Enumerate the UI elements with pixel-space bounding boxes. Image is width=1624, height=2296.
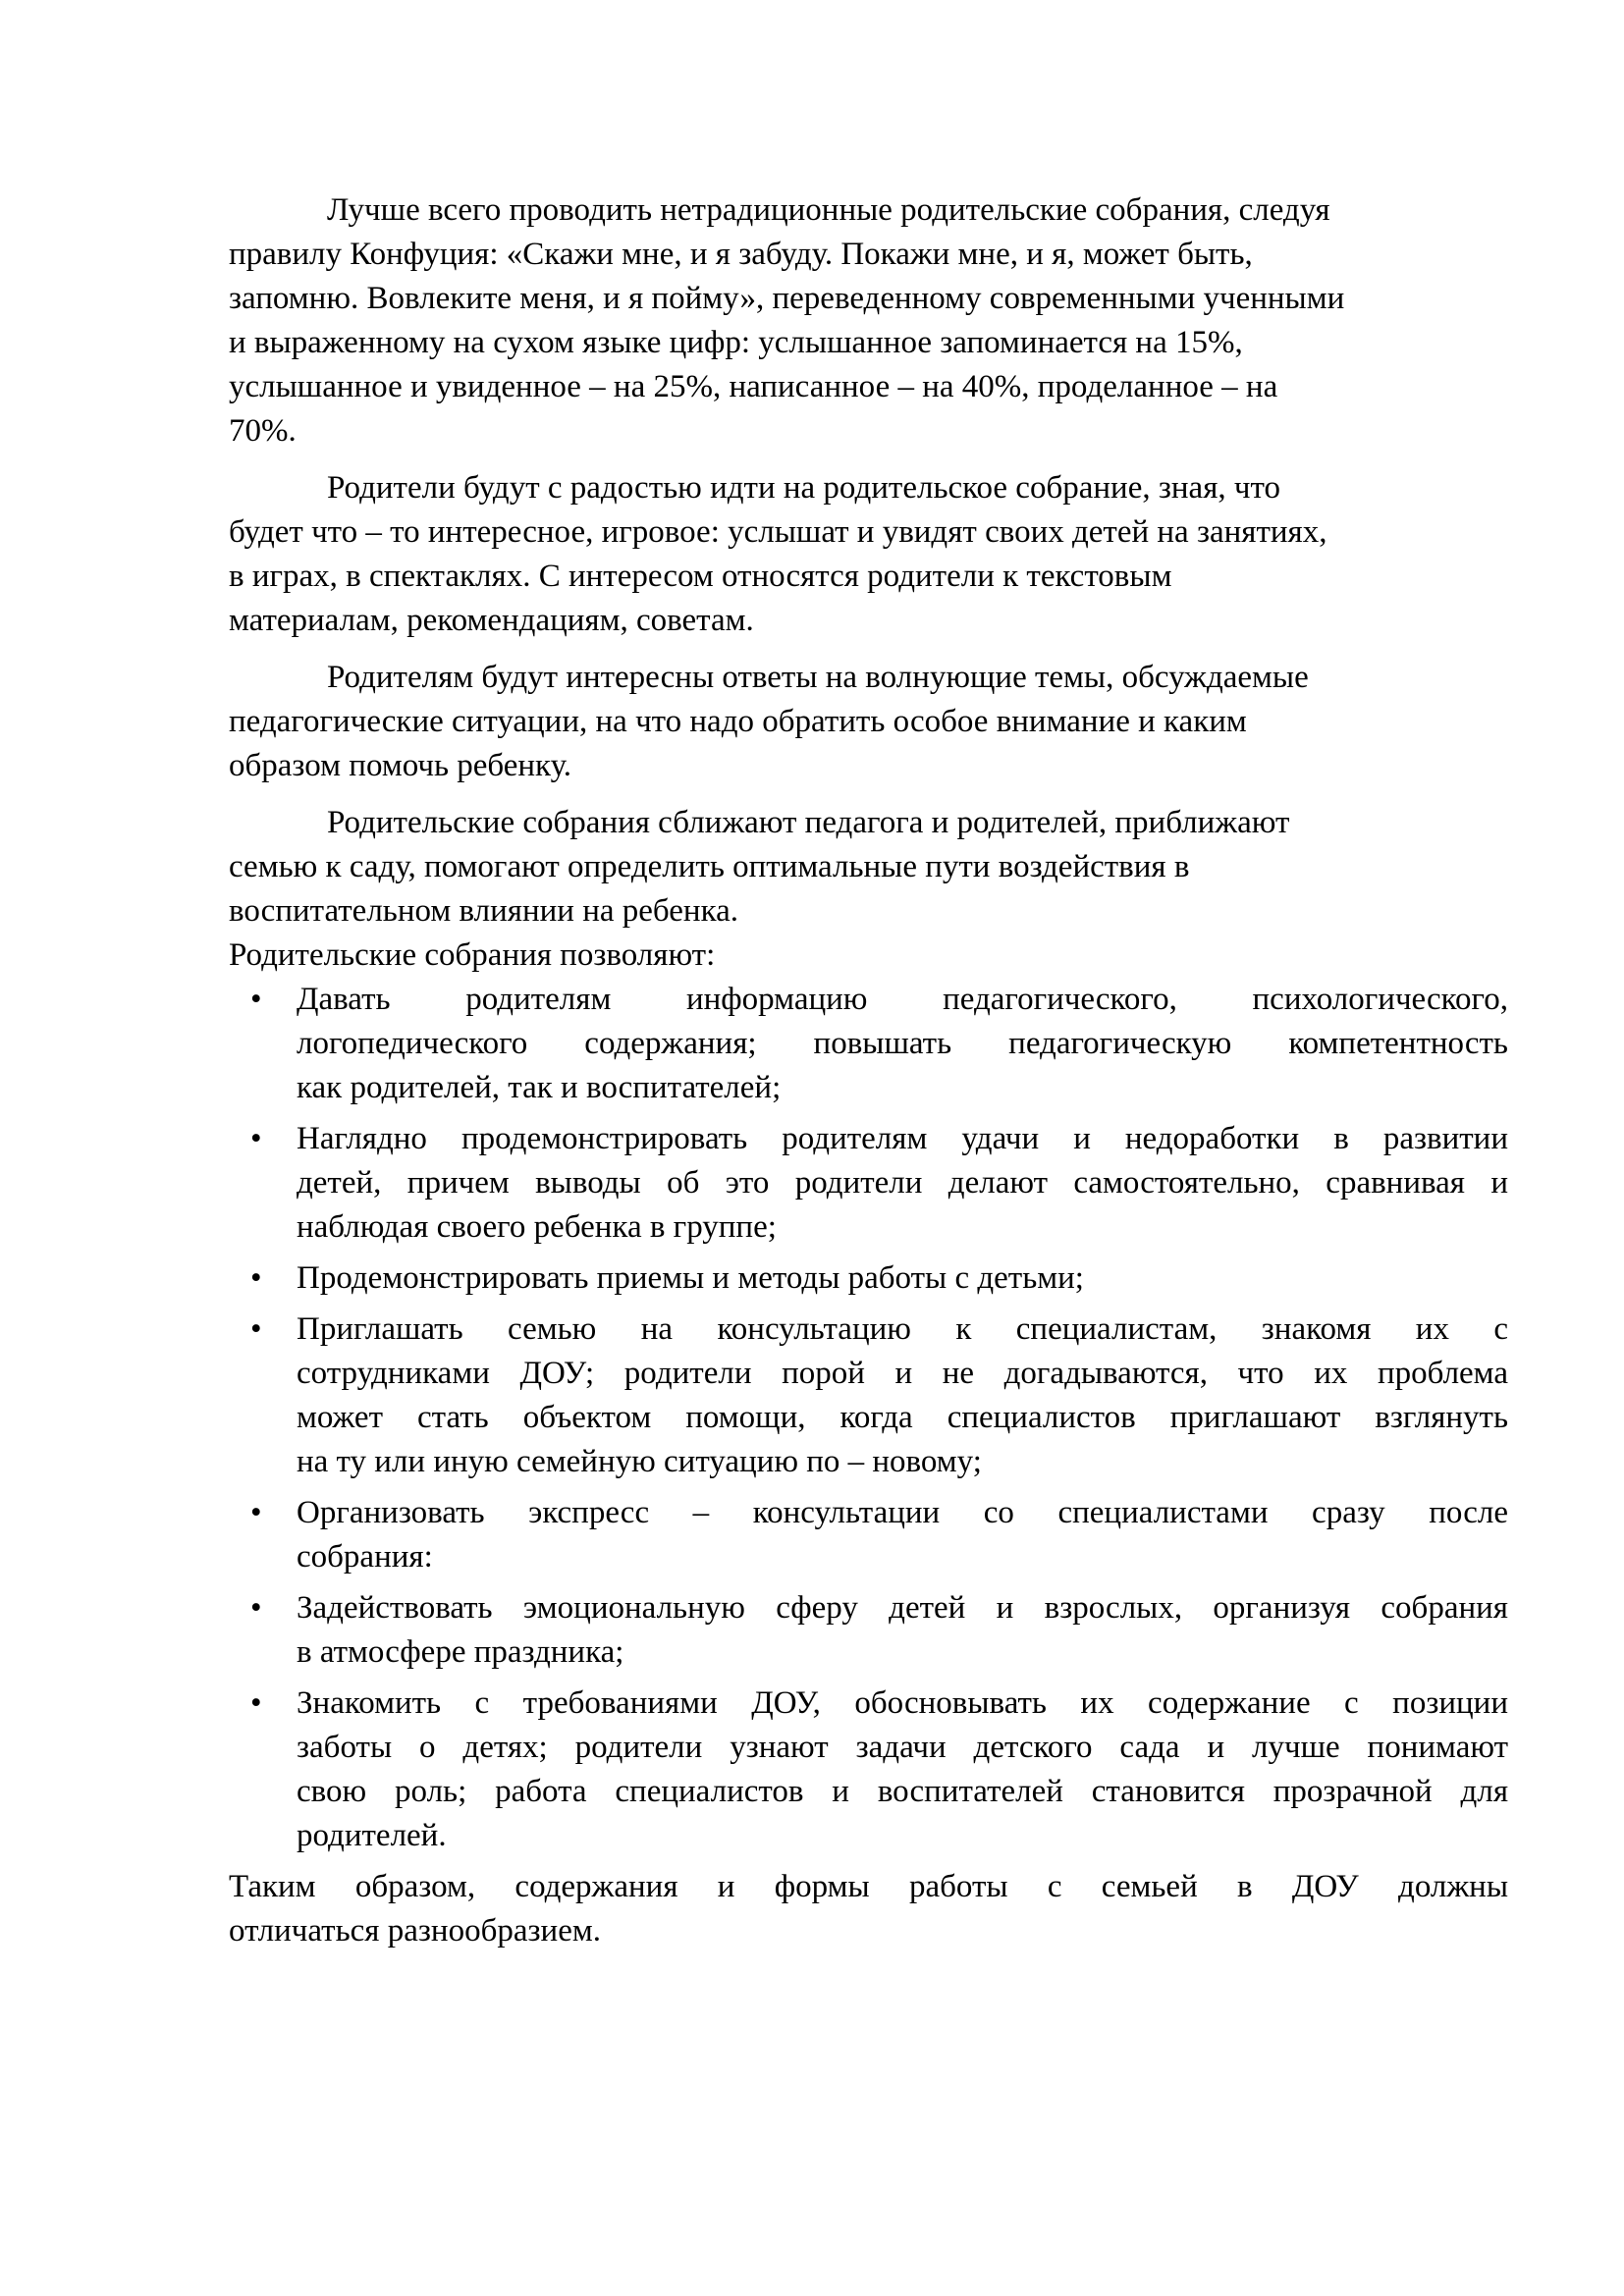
paragraph bbox=[229, 1865, 1508, 1953]
text-line: и выраженному на сухом языке цифр: услышанное запоминается на 15%, bbox=[229, 325, 1243, 360]
text-line: педагогические ситуации, на что надо обратить особое внимание и каким bbox=[229, 704, 1247, 739]
text-line: Наглядно продемонстрировать родителям удачи и недоработки в развитии bbox=[297, 1121, 1508, 1156]
text-line: Продемонстрировать приемы и методы работы с детьми; bbox=[297, 1260, 1084, 1296]
bullet-item bbox=[229, 1682, 1508, 1858]
text-line: заботы о детях; родители узнают задачи детского сада и лучше понимают bbox=[297, 1730, 1508, 1765]
text-line: в играх, в спектаклях. С интересом относятся родители к текстовым bbox=[229, 559, 1172, 594]
bullet-marker-icon: • bbox=[250, 1260, 262, 1296]
text-line: отличаться разнообразием. bbox=[229, 1913, 601, 1949]
text-line: свою роль; работа специалистов и воспитателей становится прозрачной для bbox=[297, 1774, 1508, 1809]
text-line: будет что – то интересное, игровое: услышат и увидят своих детей на занятиях, bbox=[229, 514, 1327, 550]
bullet-item bbox=[229, 1256, 1508, 1301]
text-line: Знакомить с требованиями ДОУ, обосновывать их содержание с позиции bbox=[297, 1685, 1508, 1721]
bullet-item bbox=[229, 1491, 1508, 1579]
text-line: семью к саду, помогают определить оптимальные пути воздействия в bbox=[229, 849, 1190, 884]
text-line: собрания: bbox=[297, 1539, 433, 1575]
bullet-marker-icon: • bbox=[250, 1121, 262, 1156]
bullet-marker-icon: • bbox=[250, 1311, 262, 1347]
text-line: Таким образом, содержания и формы работы с семьей в ДОУ должны bbox=[229, 1869, 1508, 1904]
text-line: детей, причем выводы об это родители делают самостоятельно, сравнивая и bbox=[297, 1165, 1508, 1201]
text-line: Родительские собрания сближают педагога и родителей, приближают bbox=[327, 805, 1290, 840]
text-line: Давать родителям информацию педагогического, психологического, bbox=[297, 982, 1508, 1017]
bullet-item bbox=[229, 978, 1508, 1110]
text-line: может стать объектом помощи, когда специалистов приглашают взглянуть bbox=[297, 1400, 1508, 1435]
text-line: правилу Конфуция: «Скажи мне, и я забуду. Покажи мне, и я, может быть, bbox=[229, 237, 1253, 272]
text-line: логопедического содержания; повышать педагогическую компетентность bbox=[297, 1026, 1508, 1061]
bullet-item bbox=[229, 1586, 1508, 1675]
text-line: в атмосфере праздника; bbox=[297, 1634, 624, 1670]
text-line: Организовать экспресс – консультации со специалистами сразу после bbox=[297, 1495, 1508, 1530]
text-line: Родители будут с радостью идти на родительское собрание, зная, что bbox=[327, 470, 1280, 506]
text-line: услышанное и увиденное – на 25%, написанное – на 40%, проделанное – на bbox=[229, 369, 1278, 404]
text-line: сотрудниками ДОУ; родители порой и не догадываются, что их проблема bbox=[297, 1356, 1508, 1391]
bullet-marker-icon: • bbox=[250, 1495, 262, 1530]
paragraph bbox=[229, 466, 1508, 643]
text-line: Родительские собрания позволяют: bbox=[229, 937, 716, 973]
text-line: Родителям будут интересны ответы на волнующие темы, обсуждаемые bbox=[327, 660, 1309, 695]
text-line: как родителей, так и воспитателей; bbox=[297, 1070, 782, 1105]
paragraph bbox=[229, 188, 1508, 454]
text-line: запомню. Вовлеките меня, и я пойму», переведенному современными ученными bbox=[229, 281, 1345, 316]
bullet-marker-icon: • bbox=[250, 982, 262, 1017]
bullet-item bbox=[229, 1117, 1508, 1250]
bullet-marker-icon: • bbox=[250, 1685, 262, 1721]
text-line: 70%. bbox=[229, 413, 297, 449]
text-line: образом помочь ребенку. bbox=[229, 748, 572, 783]
paragraph bbox=[229, 801, 1508, 934]
paragraph bbox=[229, 656, 1508, 788]
text-line: Приглашать семью на консультацию к специалистам, знакомя их с bbox=[297, 1311, 1508, 1347]
text-line: наблюдая своего ребенка в группе; bbox=[297, 1209, 777, 1245]
paragraph bbox=[229, 934, 1508, 978]
text-line: Задействовать эмоциональную сферу детей и взрослых, организуя собрания bbox=[297, 1590, 1508, 1626]
bullet-marker-icon: • bbox=[250, 1590, 262, 1626]
text-line: на ту или иную семейную ситуацию по – новому; bbox=[297, 1444, 982, 1479]
text-line: родителей. bbox=[297, 1818, 447, 1853]
bullet-item bbox=[229, 1308, 1508, 1484]
document-body bbox=[229, 188, 1508, 1953]
text-line: воспитательном влиянии на ребенка. bbox=[229, 893, 738, 929]
text-line: Лучше всего проводить нетрадиционные родительские собрания, следуя bbox=[327, 192, 1330, 228]
text-line: материалам, рекомендациям, советам. bbox=[229, 603, 754, 638]
